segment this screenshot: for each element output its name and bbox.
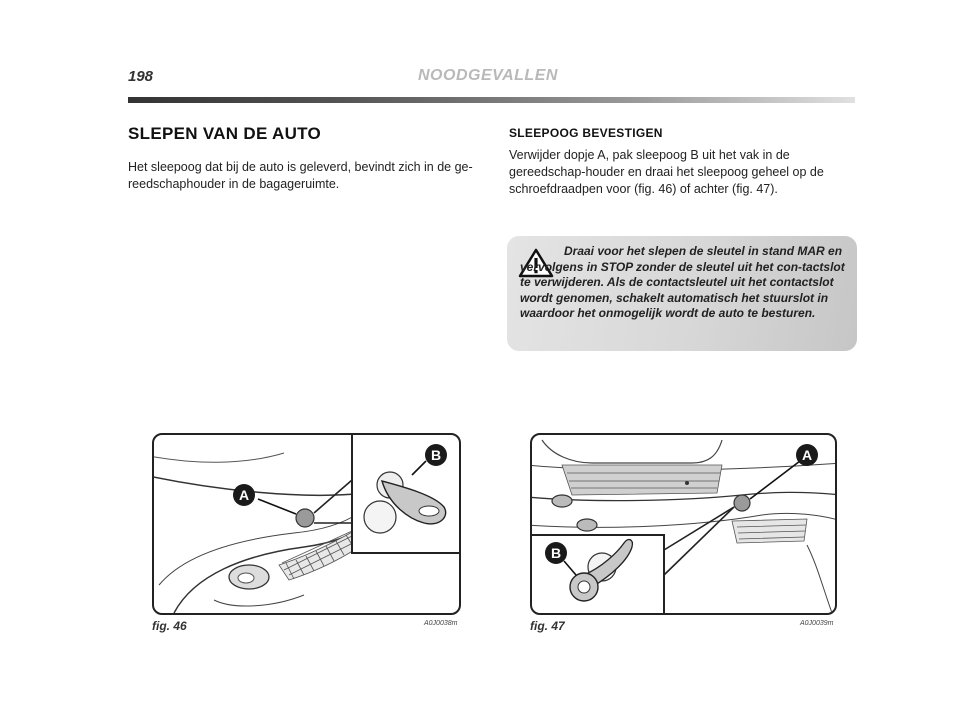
cap-a: [734, 495, 750, 511]
label-a-text: A: [238, 487, 250, 503]
grille-mesh: [279, 531, 359, 580]
rear-bumper-illustration: [532, 435, 835, 613]
front-bumper-illustration: [154, 435, 459, 613]
figure-46-caption: fig. 46: [152, 619, 187, 633]
figure-46-front-tow-eye: [152, 433, 461, 615]
figure-47-caption: fig. 47: [530, 619, 565, 633]
figure-47-code: A0J0039m: [800, 620, 834, 627]
warning-text: Draai voor het slepen de sleutel in stand MAR en vervolgens in STOP zonder de sleutel uit het con-tactslot te verwijderen. Als de contactsleutel uit het contactslot wordt genomen, schakelt automatisch het stuurslot in waardoor het onmogelijk wordt de auto te besturen.: [520, 244, 845, 320]
section-header: NOODGEVALLEN: [418, 67, 558, 84]
exhaust-tip-right: [577, 519, 597, 531]
exhaust-tip-left: [552, 495, 572, 507]
section-subtitle: SLEEPOOG BEVESTIGEN: [509, 126, 663, 140]
page-title: SLEPEN VAN DE AUTO: [128, 124, 322, 143]
figure-47-rear-tow-eye: [530, 433, 837, 615]
header-rule: [128, 97, 855, 103]
label-b-text: B: [550, 545, 562, 561]
intro-paragraph: Het sleepoog dat bij de auto is geleverd, bevindt zich in de ge-reedschaphouder in de bagageruimte.: [128, 160, 473, 191]
rear-reflector: [732, 519, 807, 543]
label-b-text: B: [430, 447, 442, 463]
page-number: 198: [128, 68, 154, 85]
cap-a: [296, 509, 314, 527]
rear-grille: [562, 465, 722, 495]
instruction-paragraph: Verwijder dopje A, pak sleepoog B uit het vak in de gereedschap-houder en draai het sleepoog geheel op de schroefdraadpen voor (fig. 46) of achter (fig. 47).: [509, 148, 824, 196]
label-a-text: A: [801, 447, 813, 463]
figure-46-code: A0J0038m: [424, 620, 458, 627]
